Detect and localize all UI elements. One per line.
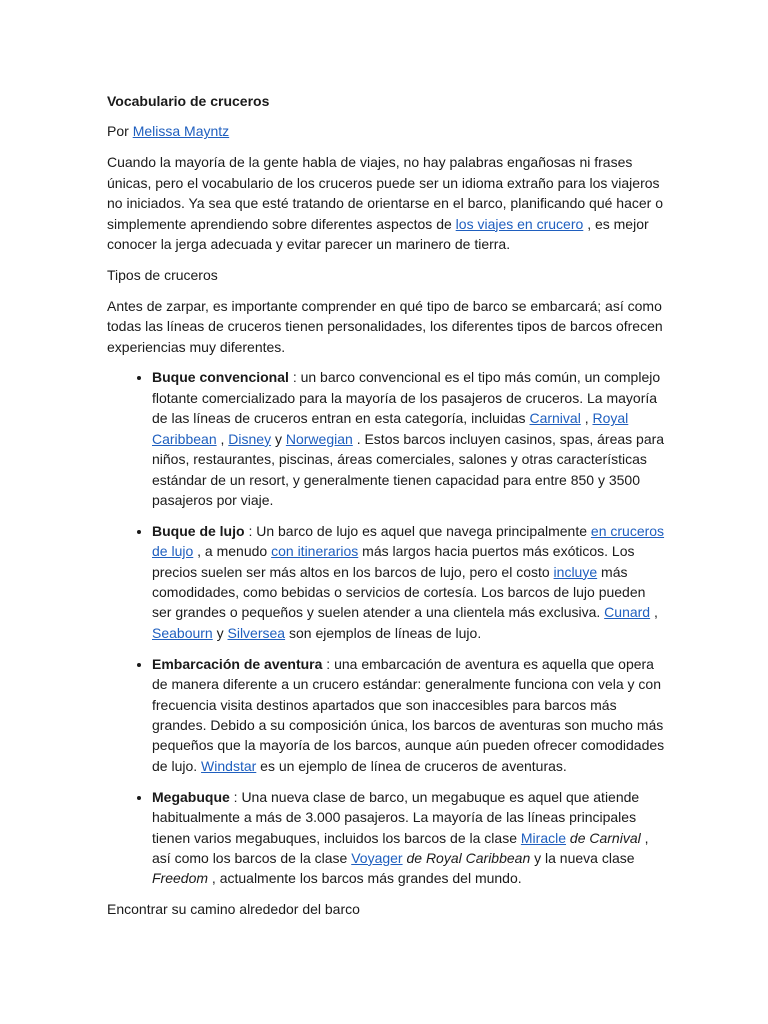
link-miracle[interactable]: Miracle — [520, 829, 567, 846]
link-voyager[interactable]: Voyager — [351, 849, 403, 866]
item-text: : Una nueva clase de barco, un megabuque es aquel que atiende habitualmente a más de 3.000 pasajeros. La mayoría de las líneas principales tienen varios megabuques, incluidos los barcos de la clase — [152, 788, 640, 846]
list-item — [152, 521, 667, 643]
item-text: y — [216, 624, 224, 641]
item-text: : Un barco de lujo es aquel que navega principalmente — [248, 522, 588, 539]
link-norwegian[interactable]: Norwegian — [285, 430, 353, 447]
byline — [107, 121, 667, 141]
item-text: más comodidades, como bebidas o servicios de cortesía. Los barcos de lujo pueden ser grandes o pequeños y suelen atender a una clientela más exclusiva. — [152, 563, 646, 621]
byline-prefix: Por — [107, 123, 129, 140]
item-text: : un barco convencional es el tipo más común, un complejo flotante comercializado para la mayoría de los pasajeros de cruceros. La mayoría de las líneas de cruceros entran en esta categoría, incluidas — [152, 369, 661, 427]
list-item — [152, 367, 667, 510]
term-adventure: Embarcación de aventura — [152, 655, 323, 672]
link-royal-caribbean[interactable]: Royal Caribbean — [152, 410, 629, 447]
item-text: y la nueva clase — [534, 849, 635, 866]
term-luxury: Buque de lujo — [152, 522, 245, 539]
link-disney[interactable]: Disney — [228, 430, 272, 447]
intro-text: Cuando la mayoría de la gente habla de viajes, no hay palabras engañosas ni frases únicas, pero el vocabulario de los cruceros puede ser un idioma extraño para los viajeros no iniciados. Ya sea que esté tratando de orientarse en el barco, planificando qué hacer o simplemente aprendiendo sobre diferentes aspectos de — [107, 154, 663, 232]
section-intro-paragraph: Antes de zarpar, es importante comprender en qué tipo de barco se embarcará; así como todas las líneas de cruceros tienen personalidades, los diferentes tipos de barcos ofrecen experiencias muy diferentes. — [107, 297, 663, 355]
item-italic: de Royal Caribbean — [406, 849, 531, 866]
list-item — [152, 654, 667, 776]
item-italic: de Carnival — [569, 829, 641, 846]
item-text: . Estos barcos incluyen casinos, spas, áreas para niños, restaurantes, piscinas, áreas comerciales, salones y otras características estándar de un resort, y generalmente tienen capacidad para entre 850 y 3500 pasajeros por viaje. — [152, 430, 665, 508]
term-megaship: Megabuque — [152, 788, 230, 805]
item-text: , a menudo — [197, 543, 268, 560]
item-text: son ejemplos de líneas de lujo. — [288, 624, 482, 641]
link-includes[interactable]: incluye — [553, 563, 598, 580]
link-windstar[interactable]: Windstar — [201, 757, 257, 774]
link-luxury-cruises[interactable]: en cruceros de lujo — [152, 522, 665, 560]
section-heading-finding-way: Encontrar su camino alrededor del barco — [107, 901, 360, 918]
link-cruise-travel[interactable]: los viajes en crucero — [455, 215, 584, 232]
intro-paragraph — [107, 152, 667, 254]
link-seabourn[interactable]: Seabourn — [152, 624, 213, 641]
intro-text-end: , es mejor conocer la jerga adecuada y evitar parecer un marinero de tierra. — [107, 215, 649, 252]
item-text: , así como los barcos de la clase — [152, 829, 649, 866]
term-conventional: Buque convencional — [152, 369, 289, 386]
document-body — [107, 91, 667, 930]
item-italic: Freedom — [152, 870, 209, 887]
item-text: más largos hacia puertos más exóticos. Los precios suelen ser más altos en los barcos de lujo, pero el costo — [152, 543, 635, 580]
item-text: y — [274, 430, 282, 447]
list-item — [152, 787, 667, 889]
item-text: : una embarcación de aventura es aquella que opera de manera diferente a un crucero estándar: generalmente funciona con vela y con frecuencia visita destinos apartados que son inaccesibles para barcos más grandes. Debido a su composición única, los barcos de aventuras son mucho más pequeños que la mayoría de los barcos, aunque aún pueden ofrecer comodidades de lujo. — [152, 655, 665, 774]
link-carnival[interactable]: Carnival — [529, 410, 581, 427]
item-text: , — [220, 430, 225, 447]
item-text: , — [653, 604, 658, 621]
item-text: , actualmente los barcos más grandes del mundo. — [211, 870, 522, 887]
ship-types-list — [107, 367, 667, 888]
item-text: es un ejemplo de línea de cruceros de aventuras. — [260, 757, 567, 774]
link-silversea[interactable]: Silversea — [227, 624, 286, 641]
link-itineraries[interactable]: con itinerarios — [271, 543, 359, 560]
item-text: , — [584, 410, 589, 427]
section-heading-ship-types: Tipos de cruceros — [107, 266, 218, 283]
link-cunard[interactable]: Cunard — [604, 604, 651, 621]
document-title: Vocabulario de cruceros — [107, 93, 270, 109]
author-link[interactable]: Melissa Mayntz — [132, 123, 230, 140]
